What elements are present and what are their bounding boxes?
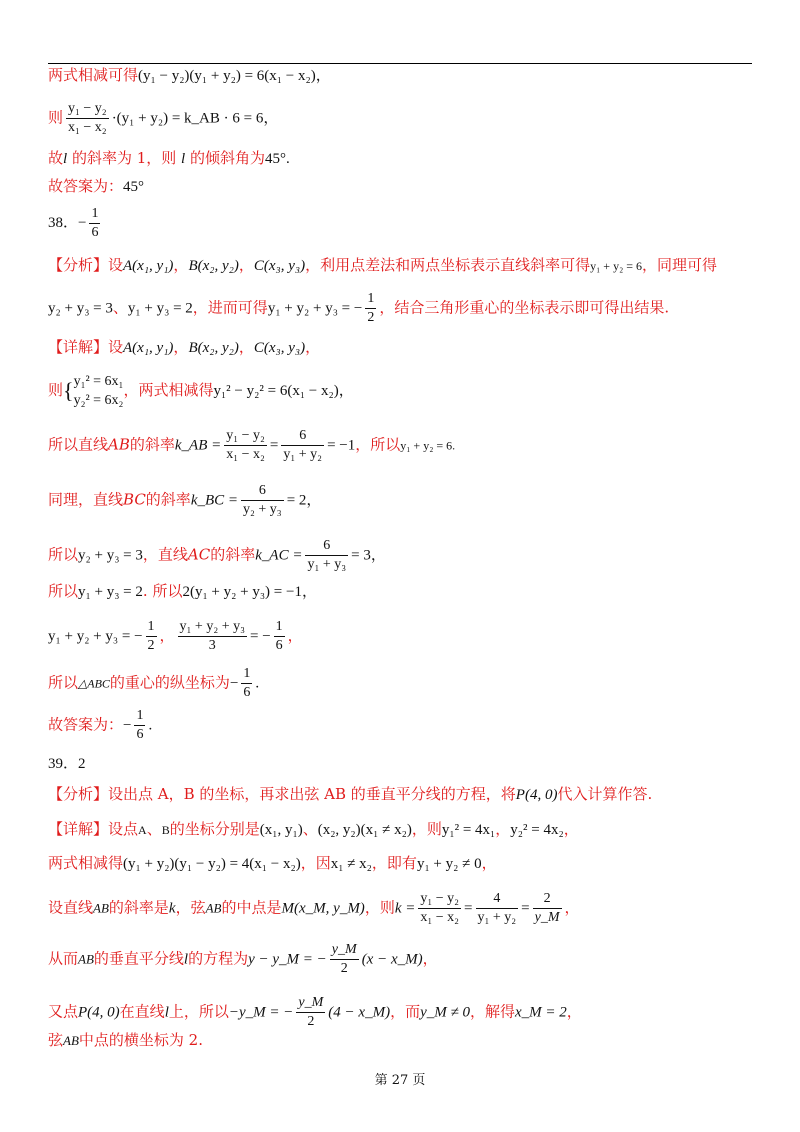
text-line <box>48 482 321 519</box>
text-line <box>48 175 144 198</box>
equation: y₂² = 6x₂ <box>73 393 124 408</box>
text-span: 的垂直平分线 <box>93 949 184 968</box>
text-span: 、 <box>146 820 162 838</box>
text-span: ， <box>238 338 254 356</box>
math-span: − <box>229 675 239 692</box>
text-span: ， <box>495 820 511 838</box>
math-span: 2(y₁ + y₂ + y₃) = −1， <box>182 584 317 600</box>
math-span: P(4, 0) <box>515 787 558 803</box>
text-span: 所以直线 <box>48 435 109 454</box>
math-span: y_M ≠ 0 <box>420 1004 470 1021</box>
text-span: 的斜率是 <box>108 898 169 917</box>
text-span: ， <box>481 854 497 872</box>
math-span: y₂ + y₃ = 3 <box>48 300 113 317</box>
text-line <box>48 618 303 655</box>
text-span: ，因 <box>300 854 331 872</box>
text-span: 的斜率 <box>129 435 175 454</box>
text-span: 在直线 <box>119 1002 165 1021</box>
denominator: 6 <box>243 685 251 700</box>
math-span: −y_M = − <box>228 1004 294 1021</box>
math-span: y₁ + y₂ + y₃ = − <box>48 628 143 645</box>
fraction <box>89 205 100 242</box>
numerator: 2 <box>533 890 562 909</box>
text-span: 代入计算作答. <box>557 785 653 803</box>
text-line <box>48 707 152 744</box>
text-line <box>48 290 669 327</box>
text-line <box>48 941 438 978</box>
math-span: △ABC <box>78 676 110 691</box>
math-span: A <box>138 823 147 837</box>
denominator: y₁ + y₃ <box>307 557 347 572</box>
text-span: 上，所以 <box>168 1002 229 1021</box>
text-span: ，结合三角形重心的坐标表示即可得出结果. <box>379 298 670 317</box>
text-span: 【详解】设 <box>48 338 124 356</box>
math-span: 45° <box>123 179 145 195</box>
fraction <box>330 941 359 978</box>
math-span: y₁ + y₂ ≠ 0 <box>416 856 482 872</box>
denominator: 2 <box>147 638 155 653</box>
text-span: ，则 <box>411 820 442 838</box>
math-span: B <box>161 823 170 837</box>
math-span: y₂ + y₃ = 3 <box>78 547 143 564</box>
math-span: A(x₁, y₁) <box>123 340 174 356</box>
fraction <box>241 665 252 702</box>
text-span: ，直线 <box>142 545 188 564</box>
math-span: l <box>63 151 68 167</box>
numerator: 1 <box>241 665 252 684</box>
text-span: ， <box>173 338 189 356</box>
text-span: 的斜率 <box>210 545 256 564</box>
text-span: ，即有 <box>371 854 417 872</box>
math-span: k_AC = <box>255 547 303 564</box>
fraction <box>533 890 562 927</box>
fraction <box>418 890 461 927</box>
text-span: BC <box>123 490 146 509</box>
math-span: . <box>255 675 260 692</box>
math-span: x₁ ≠ x₂ <box>330 856 372 872</box>
text-span: ，所以 <box>355 435 401 454</box>
math-span: (x − x_M) <box>361 951 423 968</box>
page-number: 第 27 页 <box>374 1073 426 1088</box>
denominator: x₁ − x₂ <box>226 447 265 462</box>
numerator: y₁ − y₂ <box>66 100 109 119</box>
math-span: 45°. <box>265 151 290 167</box>
numerator: y₁ + y₂ + y₃ <box>178 618 247 637</box>
math-span: x_M = 2 <box>514 1004 567 1021</box>
text-span: 从而 <box>48 949 79 968</box>
text-span: ， <box>287 626 303 645</box>
text-span: 的方程为 <box>188 949 249 968</box>
question-label: 39．2 <box>48 756 86 772</box>
fraction <box>476 890 519 927</box>
equation-system <box>74 372 124 410</box>
text-span: 的重心的纵坐标为 <box>109 673 230 692</box>
text-span: ，解得 <box>469 1002 515 1021</box>
denominator: 6 <box>91 225 99 240</box>
text-line <box>48 994 582 1031</box>
math-span: y − y_M = − <box>248 951 327 968</box>
text-span: . 所以 <box>142 582 183 600</box>
math-span: l <box>164 1004 169 1021</box>
math-span: = <box>464 900 473 917</box>
fraction <box>134 707 145 744</box>
text-span: 故答案为： <box>48 715 124 734</box>
math-span: C(x₃, y₃) <box>253 258 306 274</box>
text-span: 故 <box>48 149 64 167</box>
math-span: AB <box>63 1033 79 1048</box>
denominator: y₂ + y₃ <box>243 502 282 517</box>
brace: { <box>63 378 74 403</box>
denominator: y_M <box>534 910 560 925</box>
denominator: 2 <box>307 1014 315 1029</box>
fraction <box>296 994 325 1031</box>
text-span: 弦 <box>48 1031 64 1049</box>
text-line <box>48 147 290 170</box>
text-span: ，则 <box>364 898 395 917</box>
text-span: AB <box>108 435 130 454</box>
text-span: ，同理可得 <box>642 256 718 274</box>
math-span: (y₁ + y₂)(y₁ − y₂) = 4(x₁ − x₂) <box>123 856 301 872</box>
denominator: 6 <box>136 727 144 742</box>
text-span: 的中点是 <box>221 898 282 917</box>
math-span: y₂² = 4x₂ <box>510 822 564 838</box>
text-span: 同理，直线 <box>48 490 124 509</box>
denominator: x₁ − x₂ <box>420 910 460 925</box>
math-span: AB <box>93 900 109 916</box>
text-span: 【分析】设 <box>48 256 124 274</box>
fraction <box>178 618 247 655</box>
math-span: AB <box>78 951 94 967</box>
text-line <box>48 580 317 603</box>
denominator: 2 <box>340 961 348 976</box>
numerator: 6 <box>281 427 324 446</box>
numerator: 1 <box>274 618 285 637</box>
text-line <box>48 818 579 841</box>
text-line <box>48 890 580 927</box>
denominator: 2 <box>367 310 375 325</box>
text-line <box>48 783 652 806</box>
math-span: C(x₃, y₃) <box>253 340 306 356</box>
text-span: 两式相减得 <box>48 854 124 872</box>
math-span: = <box>269 437 279 454</box>
numerator: y_M <box>296 994 325 1013</box>
text-span: 中点的横坐标为 2. <box>78 1031 203 1049</box>
text-span: ， <box>159 626 175 645</box>
math-span: ·(y₁ + y₂) = k_AB · 6 = 6， <box>111 110 279 127</box>
math-span: B(x₂, y₂) <box>188 258 239 274</box>
math-span: (x₁, y₁) <box>259 822 303 838</box>
text-span: 设直线 <box>48 898 94 917</box>
math-span: y₁ + y₃ = 2 <box>78 584 143 600</box>
text-span: ， <box>566 1002 582 1021</box>
math-span: = 3， <box>351 547 386 564</box>
text-line <box>48 100 278 137</box>
text-line <box>48 1029 203 1052</box>
text-span: ，两式相减得 <box>123 381 214 399</box>
math-span: = − <box>249 628 271 645</box>
text-line <box>48 372 354 410</box>
text-span: ， <box>305 338 321 356</box>
text-line <box>48 665 259 702</box>
fraction <box>146 618 157 655</box>
numerator: y₁ − y₂ <box>224 427 267 446</box>
math-span: = 2， <box>286 492 322 509</box>
text-span: 所以 <box>48 545 79 564</box>
text-line <box>48 64 331 87</box>
text-span: ， <box>563 820 579 838</box>
math-span: (x₂, y₂)(x₁ ≠ x₂) <box>317 822 412 838</box>
question-label: 38． <box>48 214 79 231</box>
denominator: y₁ + y₂ <box>283 447 323 462</box>
fraction <box>224 427 267 464</box>
text-line <box>48 537 386 574</box>
numerator: 6 <box>241 482 284 501</box>
fraction <box>365 290 376 327</box>
numerator: 1 <box>89 205 100 224</box>
math-span: A(x₁, y₁) <box>123 258 174 274</box>
fraction <box>66 100 109 137</box>
denominator: x₁ − x₂ <box>68 120 107 135</box>
text-span: 所以 <box>48 582 79 600</box>
text-line <box>48 427 455 464</box>
text-span: 的斜率为 1，则 <box>67 149 182 167</box>
math-span: = <box>521 900 530 917</box>
numerator: 1 <box>134 707 145 726</box>
text-span: 的倾斜角为 <box>185 149 265 167</box>
fraction <box>274 618 285 655</box>
math-span: M(x_M, y_M) <box>281 900 365 917</box>
text-span: 两式相减可得 <box>48 66 139 84</box>
text-span: 【分析】设出点 A，B 的坐标，再求出弦 AB 的垂直平分线的方程，将 <box>48 785 516 803</box>
text-span: ，利用点差法和两点坐标表示直线斜率可得 <box>305 256 591 274</box>
text-span: ， <box>564 898 580 917</box>
text-span: 故答案为： <box>48 177 124 195</box>
numerator: 4 <box>476 890 519 909</box>
text-span: ，进而可得 <box>192 298 268 317</box>
math-span: l <box>183 951 189 968</box>
math-span: k <box>168 900 176 917</box>
math-span: . <box>148 717 153 734</box>
text-line <box>48 852 497 875</box>
math-span: k_AB = <box>174 437 222 454</box>
math-span: y₁² − y₂² = 6(x₁ − x₂)， <box>213 383 354 399</box>
text-line <box>48 336 320 359</box>
numerator: y₁ − y₂ <box>418 890 461 909</box>
math-span: P(4, 0) <box>78 1004 120 1021</box>
math-span: (y₁ − y₂)(y₁ + y₂) = 6(x₁ − x₂)， <box>138 68 331 84</box>
text-span: ， <box>173 256 189 274</box>
math-span: = −1 <box>327 437 356 454</box>
math-span: y₁ + y₂ = 6 <box>590 259 643 273</box>
math-span: y₁ + y₂ = 6. <box>400 438 456 453</box>
text-line <box>48 254 717 277</box>
text-span: ， <box>422 949 438 968</box>
text-span: 又点 <box>48 1002 79 1021</box>
numerator: y_M <box>330 941 359 960</box>
numerator: 1 <box>146 618 157 637</box>
math-span: AB <box>205 900 222 916</box>
math-span: B(x₂, y₂) <box>188 340 239 356</box>
denominator: 3 <box>208 638 216 653</box>
text-span: 则 <box>48 108 64 127</box>
text-span: 则 <box>48 381 64 399</box>
text-span: 、 <box>302 820 318 838</box>
fraction <box>281 427 324 464</box>
text-span: 、 <box>112 298 128 317</box>
text-span: 所以 <box>48 673 79 692</box>
text-span: 【详解】设点 <box>48 820 139 838</box>
fraction <box>305 537 348 574</box>
text-span: 的斜率 <box>145 490 191 509</box>
math-span: l <box>181 151 186 167</box>
text-span: AC <box>187 545 211 564</box>
math-span: − <box>123 717 132 734</box>
equation: y₁² = 6x₁ <box>73 374 124 389</box>
math-span: y₁² = 4x₁ <box>441 822 496 838</box>
denominator: 6 <box>275 638 283 653</box>
numerator: 6 <box>305 537 348 556</box>
math-span: k_BC = <box>190 492 239 509</box>
text-span: ，弦 <box>175 898 206 917</box>
math-span: − <box>78 214 87 231</box>
text-span: 的坐标分别是 <box>169 820 260 838</box>
math-span: y₁ + y₂ + y₃ = − <box>267 300 363 317</box>
math-span: y₁ + y₃ = 2 <box>127 300 193 317</box>
denominator: y₁ + y₂ <box>477 910 517 925</box>
text-span: ， <box>238 256 254 274</box>
fraction <box>241 482 284 519</box>
question-number <box>48 752 86 773</box>
text-span: ，而 <box>390 1002 421 1021</box>
math-span: (4 − x_M) <box>328 1004 391 1021</box>
question-number <box>48 205 103 242</box>
numerator: 1 <box>365 290 376 309</box>
math-span: k = <box>394 900 416 917</box>
